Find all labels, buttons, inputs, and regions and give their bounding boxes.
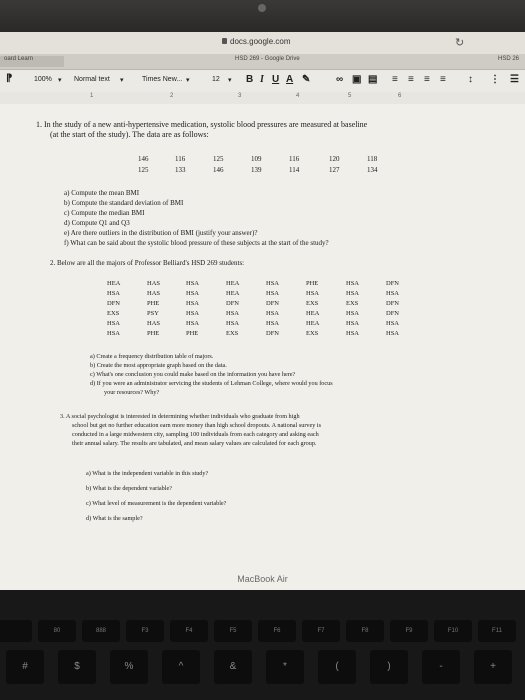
major-cell: DFN (386, 300, 400, 307)
key: * (266, 650, 304, 684)
bp-value: 133 (175, 166, 186, 174)
q3-item: c) What level of measurement is the dependent variable? (86, 500, 227, 507)
bp-value: 127 (329, 166, 340, 174)
key: & (214, 650, 252, 684)
major-cell: DFN (266, 300, 280, 307)
key: % (110, 650, 148, 684)
major-cell: HSA (186, 320, 200, 327)
tab-google-drive[interactable]: HSD 269 - Google Drive (235, 56, 300, 62)
align-center-icon[interactable]: ≡ (408, 74, 414, 85)
major-cell: HSA (346, 320, 360, 327)
major-cell: PHE (306, 280, 319, 287)
major-cell: HEA (226, 280, 240, 287)
chevron-down-icon: ▾ (58, 77, 62, 84)
chevron-down-icon: ▾ (120, 77, 124, 84)
key: ^ (162, 650, 200, 684)
lock-icon (222, 38, 227, 44)
major-cell: HEA (306, 320, 320, 327)
major-cell: EXS (346, 300, 359, 307)
laptop-brand-label: MacBook Air (237, 574, 288, 584)
key: - (422, 650, 460, 684)
q3-line: their annual salary. The results are tabulated, and mean salary values are calculated for each group. (72, 440, 317, 447)
fkey-f4: F4 (170, 620, 208, 642)
major-cell: HEA (306, 310, 320, 317)
major-cell: HSA (226, 320, 240, 327)
image-icon[interactable]: ▤ (368, 74, 378, 85)
major-cell: HSA (386, 330, 400, 337)
major-cell: HSA (186, 280, 200, 287)
major-cell: HSA (107, 330, 121, 337)
major-cell: HAS (147, 290, 161, 297)
major-cell: DFN (107, 300, 121, 307)
q2-item: your resources? Why? (104, 389, 160, 396)
q1-item: e) Are there outliers in the distribution of BMI (justify your answer)? (64, 229, 258, 237)
q3-item: b) What is the dependent variable? (86, 485, 172, 492)
link-icon[interactable]: ∞ (336, 74, 344, 85)
chevron-down-icon: ▾ (228, 77, 232, 84)
major-cell: HEA (107, 280, 121, 287)
q3-line: 3. A social psychologist is interested in determining whether individuals who graduate from high (60, 413, 300, 420)
bp-value: 109 (251, 155, 262, 163)
fkey-f2: 888 (82, 620, 120, 642)
q1-item: c) Compute the median BMI (64, 209, 145, 217)
bp-value: 120 (329, 155, 340, 163)
browser-address-bar[interactable] (0, 32, 525, 55)
numbered-list-icon[interactable]: ⋮ (490, 74, 500, 85)
q1-intro-cont: (at the start of the study). The data are as follows: (50, 130, 209, 139)
fkey-f9: F9 (390, 620, 428, 642)
text-color-button[interactable]: A (286, 74, 294, 85)
major-cell: HAS (147, 280, 161, 287)
q1-item: f) What can be said about the systolic blood pressure of these subjects at the start of the study? (64, 239, 329, 247)
major-cell: HSA (346, 330, 360, 337)
italic-button[interactable]: I (260, 74, 264, 85)
major-cell: HSA (186, 290, 200, 297)
major-cell: DFN (386, 280, 400, 287)
align-right-icon[interactable]: ≡ (424, 74, 430, 85)
bp-value: 146 (138, 155, 149, 163)
major-cell: HSA (306, 290, 320, 297)
q2-item: d) If you were an administrator servicing the students of Lehman College, where would you focus (90, 380, 333, 387)
major-cell: HSA (266, 280, 280, 287)
major-cell: DFN (226, 300, 240, 307)
q1-item: a) Compute the mean BMI (64, 189, 140, 197)
major-cell: EXS (306, 330, 319, 337)
bp-value: 146 (213, 166, 224, 174)
highlight-icon[interactable]: ✎ (302, 74, 311, 85)
q3-item: d) What is the sample? (86, 515, 143, 522)
major-cell: HAS (147, 320, 161, 327)
key: + (474, 650, 512, 684)
bp-value: 116 (289, 155, 300, 163)
major-cell: HSA (266, 290, 280, 297)
fkey-f8: F8 (346, 620, 384, 642)
major-cell: HSA (107, 290, 121, 297)
bp-value: 114 (289, 166, 300, 174)
bp-value: 134 (367, 166, 378, 174)
major-cell: DFN (386, 310, 400, 317)
bold-button[interactable]: B (246, 74, 254, 85)
bp-value: 139 (251, 166, 262, 174)
fkey-f1: 80 (38, 620, 76, 642)
style-select[interactable]: Normal text (74, 76, 110, 83)
bp-value: 118 (367, 155, 378, 163)
major-cell: HSA (346, 290, 360, 297)
zoom-select[interactable]: 100% (34, 76, 52, 83)
q3-line: conducted in a large midwestern city, sampling 100 individuals from each category and asking each (72, 431, 319, 438)
line-spacing-icon[interactable]: ↕ (468, 74, 473, 85)
major-cell: HSA (186, 310, 200, 317)
major-cell: EXS (107, 310, 120, 317)
fkey-f10: F10 (434, 620, 472, 642)
major-cell: PHE (147, 300, 160, 307)
fkey-f11: F11 (478, 620, 516, 642)
q2-item: c) What's one conclusion you could make based on the information you have here? (90, 371, 296, 378)
font-size-select[interactable]: 12 (212, 76, 220, 83)
key: $ (58, 650, 96, 684)
major-cell: HSA (186, 300, 200, 307)
major-cell: PSY (147, 310, 159, 317)
fkey-f3: F3 (126, 620, 164, 642)
ruler-mark: 6 (398, 93, 402, 99)
underline-button[interactable]: U (272, 74, 280, 85)
major-cell: HSA (226, 310, 240, 317)
camera (258, 4, 266, 12)
justify-icon[interactable]: ≡ (440, 74, 446, 85)
document-page[interactable] (0, 104, 525, 590)
major-cell: PHE (186, 330, 199, 337)
tab-blackboard[interactable]: oard Learn (0, 56, 64, 67)
key: ) (370, 650, 408, 684)
chevron-down-icon: ▾ (186, 77, 190, 84)
q3-line: school but get no further education earn more money than high school dropouts. A national survey is (72, 422, 321, 429)
major-cell: HSA (386, 290, 400, 297)
major-cell: EXS (226, 330, 239, 337)
font-select[interactable]: Times New... (142, 76, 183, 83)
major-cell: HSA (266, 310, 280, 317)
url-text[interactable]: docs.google.com (230, 37, 291, 46)
ruler-mark: 5 (348, 93, 352, 99)
fkey-f7: F7 (302, 620, 340, 642)
major-cell: HSA (107, 320, 121, 327)
major-cell: EXS (306, 300, 319, 307)
reload-icon[interactable]: ↻ (455, 37, 465, 49)
align-left-icon[interactable]: ≡ (392, 74, 398, 85)
bp-value: 125 (138, 166, 149, 174)
major-cell: PHE (147, 330, 160, 337)
major-cell: HSA (386, 320, 400, 327)
docs-toolbar (0, 70, 525, 93)
bulleted-list-icon[interactable]: ☰ (510, 74, 519, 85)
key: # (6, 650, 44, 684)
tab-hsd[interactable]: HSD 26 (498, 56, 520, 62)
ruler-mark: 4 (296, 93, 300, 99)
q1-item: d) Compute Q1 and Q3 (64, 219, 130, 227)
ruler-mark: 1 (90, 93, 94, 99)
fkey (0, 620, 32, 642)
q3-item: a) What is the independent variable in this study? (86, 470, 209, 477)
fkey-f5: F5 (214, 620, 252, 642)
ruler-mark: 2 (170, 93, 174, 99)
q1-intro: 1. In the study of a new anti-hypertensive medication, systolic blood pressures are measured at baseline (36, 120, 368, 129)
paint-format-icon[interactable]: ⁋ (6, 73, 13, 84)
major-cell: HEA (226, 290, 240, 297)
major-cell: HSA (266, 320, 280, 327)
screen-bezel (0, 0, 525, 32)
q2-intro: 2. Below are all the majors of Professor Belliard's HSD 269 students: (50, 259, 245, 267)
major-cell: DFN (266, 330, 280, 337)
fkey-f6: F6 (258, 620, 296, 642)
major-cell: HSA (346, 280, 360, 287)
bp-value: 116 (175, 155, 186, 163)
comment-icon[interactable]: ▣ (352, 74, 362, 85)
key: ( (318, 650, 356, 684)
ruler-mark: 3 (238, 93, 242, 99)
browser-tab-bar (0, 54, 525, 70)
bp-value: 125 (213, 155, 224, 163)
q1-item: b) Compute the standard deviation of BMI (64, 199, 184, 207)
q2-item: b) Create the most appropriate graph based on the data. (90, 362, 227, 369)
major-cell: HSA (346, 310, 360, 317)
q2-item: a) Create a frequency distribution table of majors. (90, 353, 214, 360)
